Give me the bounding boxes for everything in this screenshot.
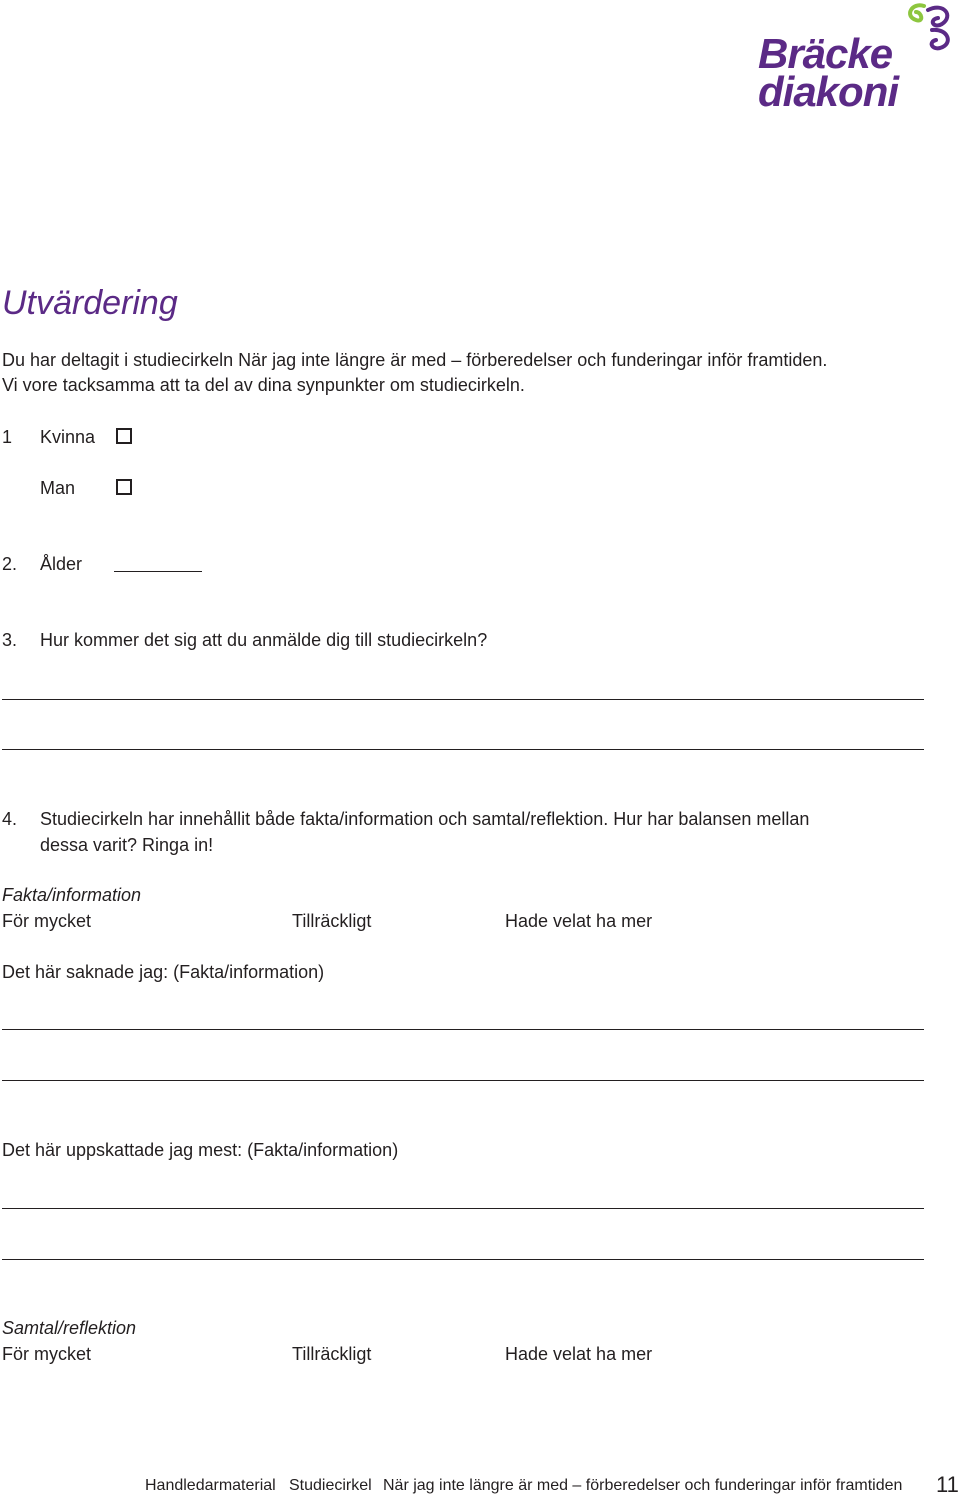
q2-number: 2. — [2, 554, 18, 574]
q4-question-line-2: dessa varit? Ringa in! — [40, 835, 214, 855]
q4-question-line-1: Studiecirkeln har innehållit både fakta/information och samtal/reflektion. Hur har balansen mellan — [40, 809, 810, 829]
intro-line-1: Du har deltagit i studiecirkeln När jag inte längre är med – förberedelser och funderingar inför framtiden. — [2, 350, 828, 370]
intro-line-2: Vi vore tacksamma att ta del av dina synpunkter om studiecirkeln. — [2, 375, 525, 395]
samtal-option-enough[interactable]: Tillräckligt — [292, 1344, 372, 1364]
q1-option-female-label: Kvinna — [40, 427, 96, 447]
q2-age-label: Ålder — [40, 554, 83, 574]
logo-word-bracke: Bräcke — [758, 30, 893, 77]
fakta-liked-label: Det här uppskattade jag mest: (Fakta/information) — [2, 1140, 399, 1160]
fakta-option-enough[interactable]: Tillräckligt — [292, 911, 372, 931]
q1-number: 1 — [2, 427, 13, 447]
male-checkbox[interactable] — [116, 479, 132, 495]
q3-number: 3. — [2, 630, 18, 650]
page-title: Utvärdering — [2, 284, 178, 322]
fakta-missing-label: Det här saknade jag: (Fakta/information) — [2, 962, 325, 982]
fakta-missing-line-1[interactable] — [2, 1029, 924, 1030]
q3-answer-line-1[interactable] — [2, 699, 924, 700]
fakta-option-want-more[interactable]: Hade velat ha mer — [505, 911, 653, 931]
age-answer-line[interactable] — [114, 571, 202, 572]
q4-number: 4. — [2, 809, 18, 829]
footer-handledarmaterial: Handledarmaterial — [145, 1477, 276, 1494]
samtal-option-too-much[interactable]: För mycket — [2, 1344, 92, 1364]
logo-swirl-icon — [894, 0, 956, 56]
logo-word-diakoni: diakoni — [758, 68, 899, 115]
fakta-liked-line-2[interactable] — [2, 1259, 924, 1260]
fakta-option-too-much[interactable]: För mycket — [2, 911, 92, 931]
q1-option-male-label: Man — [40, 478, 76, 498]
fakta-heading: Fakta/information — [2, 885, 142, 905]
samtal-heading: Samtal/reflektion — [2, 1318, 137, 1338]
page-number: 11 — [936, 1472, 959, 1497]
q3-question: Hur kommer det sig att du anmälde dig till studiecirkeln? — [40, 630, 488, 650]
fakta-missing-line-2[interactable] — [2, 1080, 924, 1081]
bracke-diakoni-logo — [756, 0, 956, 115]
q3-answer-line-2[interactable] — [2, 749, 924, 750]
footer-book-title: När jag inte längre är med – förberedelser och funderingar inför framtiden — [383, 1477, 903, 1494]
fakta-liked-line-1[interactable] — [2, 1208, 924, 1209]
samtal-option-want-more[interactable]: Hade velat ha mer — [505, 1344, 653, 1364]
female-checkbox[interactable] — [116, 428, 132, 444]
footer-studiecirkel: Studiecirkel — [289, 1477, 372, 1494]
